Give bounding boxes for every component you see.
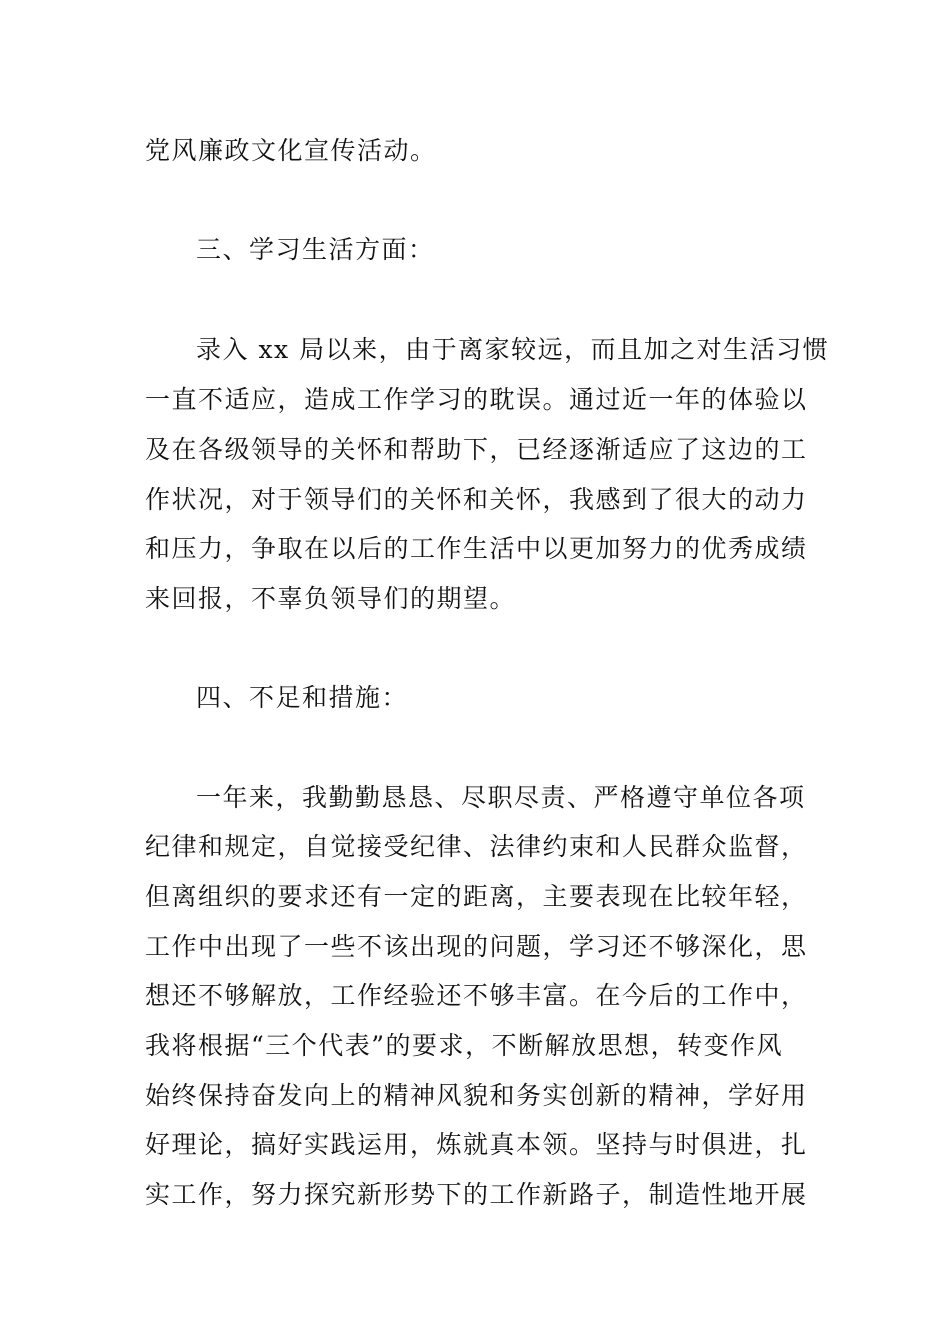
paragraph-line: 及在各级领导的关怀和帮助下，已经逐渐适应了这边的工 [145, 435, 808, 464]
section-heading: 四、不足和措施： [196, 683, 409, 712]
paragraph-line: 党风廉政文化宣传活动。 [145, 136, 437, 165]
paragraph-line: 实工作，努力探究新形势下的工作新路子，制造性地开展 [145, 1180, 808, 1209]
paragraph-line: 始终保持奋发向上的精神风貌和务实创新的精神，学好用 [145, 1081, 808, 1110]
paragraph-line: 来回报，不辜负领导们的期望。 [145, 584, 517, 613]
paragraph-line: 好理论，搞好实践运用，炼就真本领。坚持与时俱进，扎 [145, 1130, 808, 1159]
section-heading: 三、学习生活方面： [196, 235, 435, 264]
paragraph-line: 纪律和规定，自觉接受纪律、法律约束和人民群众监督， [145, 832, 808, 861]
paragraph-line: 一年来，我勤勤恳恳、尽职尽责、严格遵守单位各项 [196, 783, 806, 812]
paragraph-line: 作状况，对于领导们的关怀和关怀，我感到了很大的动力 [145, 485, 808, 514]
paragraph-line: 想还不够解放，工作经验还不够丰富。在今后的工作中， [145, 981, 808, 1010]
paragraph-line: 但离组织的要求还有一定的距离，主要表现在比较年轻， [145, 882, 808, 911]
paragraph-line: 录入 xx 局以来，由于离家较远，而且加之对生活习惯 [196, 335, 830, 364]
paragraph-line: 一直不适应，造成工作学习的耽误。通过近一年的体验以 [145, 385, 808, 414]
paragraph-line: 和压力，争取在以后的工作生活中以更加努力的优秀成绩 [145, 534, 808, 563]
paragraph-line: 我将根据“三个代表”的要求，不断解放思想，转变作风 [145, 1031, 784, 1060]
paragraph-line: 工作中出现了一些不该出现的问题，学习还不够深化，思 [145, 932, 808, 961]
